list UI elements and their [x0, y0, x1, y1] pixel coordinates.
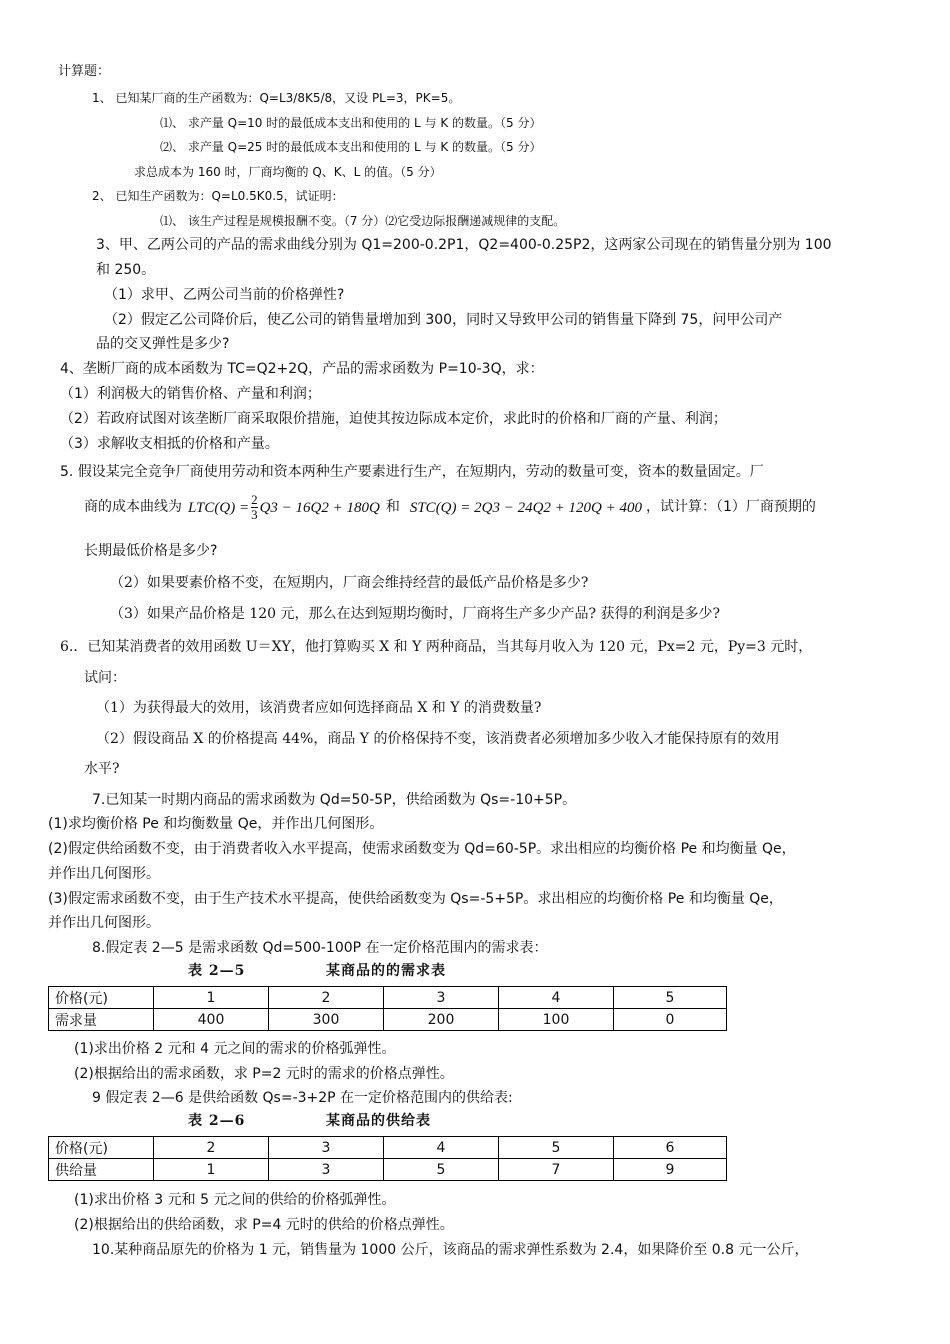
table-2-5-caption: 某商品的的需求表	[326, 963, 446, 979]
table-cell: 6	[614, 1137, 727, 1159]
table-2-6-number: 表 2—6	[188, 1113, 246, 1129]
table-cell: 0	[614, 1009, 727, 1031]
and-word: 和	[385, 499, 400, 516]
q2-line-1: 2、 已知生产函数为：Q=L0.5K0.5，试证明：	[92, 189, 344, 203]
q6-line-4: （2）假设商品 X 的价格提高 44%，商品 Y 的价格保持不变，该消费者必须增加多少收入才能保持原有的效用	[96, 731, 780, 747]
q5-line-2-prefix: 商的成本曲线为	[84, 499, 182, 516]
q5-line-2-suffix: ，试计算：（1）厂商预期的	[646, 499, 816, 516]
q10-line-1: 10.某种商品原先的价格为 1 元，销售量为 1000 公斤，该商品的需求弹性系数为 2.4，如果降价至 0.8 元一公斤，	[92, 1242, 809, 1258]
table-cell: 3	[384, 987, 499, 1009]
table-cell: 9	[614, 1159, 727, 1181]
q9-sub-2: (2)根据给出的供给函数，求 P=4 元时的供给的价格点弹性。	[74, 1217, 454, 1233]
q5-line-3: 长期最低价格是多少?	[84, 543, 218, 559]
table-cell: 7	[499, 1159, 614, 1181]
ltc-rhs: Q3 − 16Q2 + 180Q	[259, 499, 380, 516]
q7-line-2: (1)求均衡价格 Pe 和均衡数量 Qe，并作出几何图形。	[48, 816, 384, 832]
table-cell: 4	[499, 987, 614, 1009]
q5-line-4: （2）如果要素价格不变，在短期内，厂商会维持经营的最低产品价格是多少?	[110, 575, 589, 591]
q4-line-1: 4、垄断厂商的成本函数为 TC=Q2+2Q，产品的需求函数为 P=10-3Q，求：	[60, 361, 544, 377]
table-cell: 5	[614, 987, 727, 1009]
table-cell: 3	[269, 1137, 384, 1159]
q5-line-1: 5. 假设某完全竞争厂商使用劳动和资本两种生产要素进行生产，在短期内，劳动的数量可变，资本的数量固定。厂	[60, 464, 764, 480]
q1-line-1: 1、 已知某厂商的生产函数为：Q=L3/8K5/8，又设 PL=3，PK=5。	[92, 91, 461, 105]
table-row	[49, 987, 727, 1009]
q7-line-4: 并作出几何图形。	[48, 866, 160, 882]
table-cell: 400	[154, 1009, 269, 1031]
q3-line-3: （1）求甲、乙两公司当前的价格弹性?	[104, 287, 345, 303]
q4-line-4: （3）求解收支相抵的价格和产量。	[60, 436, 279, 452]
q8-line-1: 8.假定表 2—5 是需求函数 Qd=500-100P 在一定价格范围内的需求表：	[92, 940, 548, 956]
table-cell: 300	[269, 1009, 384, 1031]
table-row-label: 需求量	[49, 1009, 154, 1031]
q7-line-1: 7.已知某一时期内商品的需求函数为 Qd=50-5P，供给函数为 Qs=-10+5P。	[92, 792, 577, 808]
q4-line-2: （1）利润极大的销售价格、产量和利润；	[60, 386, 321, 402]
q1-line-2: ⑴、 求产量 Q=10 时的最低成本支出和使用的 L 与 K 的数量。（5 分）	[160, 116, 542, 130]
q8-sub-2: (2)根据给出的需求函数，求 P=2 元时的需求的价格点弹性。	[74, 1066, 454, 1082]
q9-sub-1: (1)求出价格 3 元和 5 元之间的供给的价格弧弹性。	[74, 1192, 396, 1208]
table-cell: 1	[154, 987, 269, 1009]
table-row-label: 价格(元)	[49, 1137, 154, 1159]
ltc-denominator: 3	[251, 507, 258, 522]
q5-cost-line	[84, 493, 816, 522]
table-cell: 2	[269, 987, 384, 1009]
q6-line-2: 试问：	[84, 670, 126, 686]
table-row	[49, 1137, 727, 1159]
q7-line-6: 并作出几何图形。	[48, 915, 160, 931]
q3-line-1: 3、甲、乙两公司的产品的需求曲线分别为 Q1=200-0.2P1，Q2=400-0.25P2，这两家公司现在的销售量分别为 100	[96, 237, 832, 253]
page-heading: 计算题：	[58, 64, 111, 79]
table-2-6-caption: 某商品的供给表	[326, 1113, 431, 1129]
table-cell: 5	[384, 1159, 499, 1181]
table-cell: 100	[499, 1009, 614, 1031]
table-row	[49, 1159, 727, 1181]
ltc-lhs: LTC(Q) =	[188, 499, 250, 516]
q7-line-5: (3)假定需求函数不变，由于生产技术水平提高，使供给函数变为 Qs=-5+5P。求出相应的均衡价格 Pe 和均衡量 Qe，	[48, 891, 783, 907]
q5-line-5: （3）如果产品价格是 120 元，那么在达到短期均衡时，厂商将生产多少产品? 获得的利润是多少?	[110, 606, 720, 622]
table-cell: 200	[384, 1009, 499, 1031]
q3-line-4: （2）假定乙公司降价后，使乙公司的销售量增加到 300，同时又导致甲公司的销售量下降到 75，问甲公司产	[104, 312, 783, 328]
table-row-label: 价格(元)	[49, 987, 154, 1009]
table-cell: 1	[154, 1159, 269, 1181]
ltc-numerator: 2	[251, 492, 258, 507]
demand-table	[48, 986, 727, 1031]
q9-line-1: 9 假定表 2—6 是供给函数 Qs=-3+2P 在一定价格范围内的供给表:	[92, 1090, 513, 1106]
q3-line-2: 和 250。	[96, 262, 156, 278]
stc-equation: STC(Q) = 2Q3 − 24Q2 + 120Q + 400	[409, 499, 642, 516]
q7-line-3: (2)假定供给函数不变，由于消费者收入水平提高，使需求函数变为 Qd=60-5P。求出相应的均衡价格 Pe 和均衡量 Qe，	[48, 841, 796, 857]
ltc-fraction	[251, 493, 258, 522]
table-cell: 5	[499, 1137, 614, 1159]
supply-table	[48, 1136, 727, 1181]
q1-line-4: 求总成本为 160 时，厂商均衡的 Q、K、L 的值。（5 分）	[134, 165, 442, 179]
table-2-5-number: 表 2—5	[188, 963, 246, 979]
q6-line-3: （1）为获得最大的效用，该消费者应如何选择商品 X 和 Y 的消费数量?	[96, 700, 542, 716]
q3-line-5: 品的交叉弹性是多少?	[96, 336, 230, 352]
table-cell: 4	[384, 1137, 499, 1159]
table-cell: 3	[269, 1159, 384, 1181]
q4-line-3: （2）若政府试图对该垄断厂商采取限价措施，迫使其按边际成本定价，求此时的价格和厂商的产量、利润；	[60, 411, 727, 427]
q1-line-3: ⑵、 求产量 Q=25 时的最低成本支出和使用的 L 与 K 的数量。（5 分）	[160, 140, 542, 154]
q6-line-1: 6.．已知某消费者的效用函数 U＝XY，他打算购买 X 和 Y 两种商品，当其每月收入为 120 元，Px=2 元，Py=3 元时，	[60, 639, 813, 655]
q8-sub-1: (1)求出价格 2 元和 4 元之间的需求的价格弧弹性。	[74, 1041, 396, 1057]
table-row	[49, 1009, 727, 1031]
q6-line-5: 水平?	[84, 761, 120, 777]
q2-line-2: ⑴、 该生产过程是规模报酬不变。（7 分）⑵它受边际报酬递减规律的支配。	[160, 214, 566, 228]
table-row-label: 供给量	[49, 1159, 154, 1181]
table-cell: 2	[154, 1137, 269, 1159]
